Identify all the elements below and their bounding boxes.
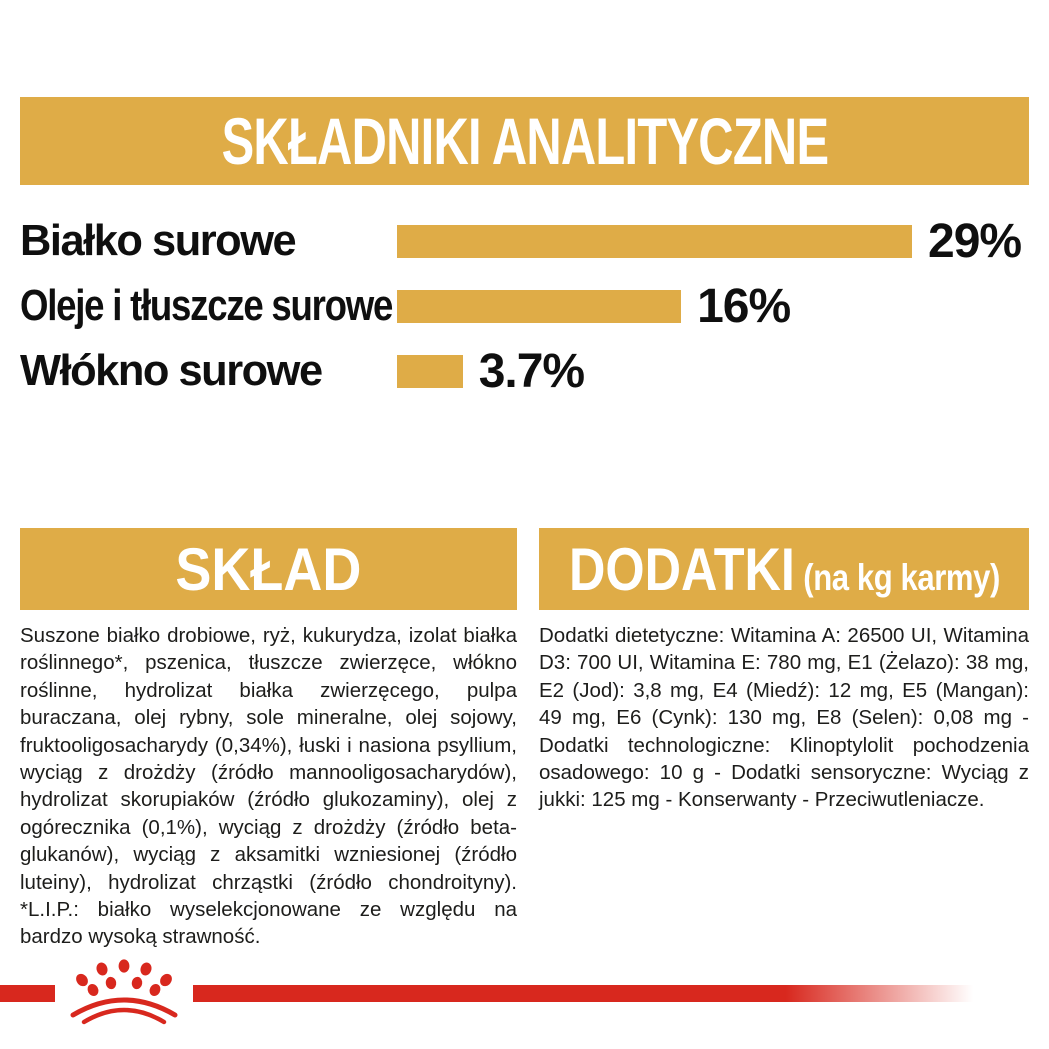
chart-value-label: 3.7% <box>478 344 585 398</box>
analytical-chart <box>20 214 1029 398</box>
additives-subtitle: (na kg karmy) <box>802 556 1000 598</box>
additives-body-text: Dodatki dietetyczne: Witamina A: 26500 UI, Witamina D3: 700 UI, Witamina E: 780 mg, E1 (Żelazo): 38 mg, E2 (Jod): 3,8 mg, E4 (Miedź): 12 mg, E5 (Mangan): 49 mg, E6 (Cynk): 130 mg, E8 (Selen): 0,08 mg - Dodatki technologiczne: Klinoptylolit pochodzenia osadowego: 10 g - Dodatki sensoryczne: Wyciąg z jukki: 125 mg - Konserwanty - Przeciwutleniacze. <box>539 624 1029 812</box>
analytical-constituents-banner <box>20 97 1029 185</box>
additives-section <box>539 528 1029 814</box>
chart-row <box>20 344 585 398</box>
composition-title: SKŁAD <box>175 535 362 603</box>
chart-bar <box>397 290 681 323</box>
chart-category-label: Oleje i tłuszcze surowe <box>20 281 393 330</box>
additives-title: DODATKI <box>568 535 795 603</box>
chart-value-label: 29% <box>928 214 1022 268</box>
chart-row <box>20 214 1022 268</box>
chart-value-label: 16% <box>697 279 791 333</box>
chart-category-label: Włókno surowe <box>20 346 322 395</box>
additives-title-group <box>569 535 1000 604</box>
composition-banner <box>20 528 517 610</box>
page-title: SKŁADNIKI ANALITYCZNE <box>221 104 828 178</box>
composition-section <box>20 528 517 951</box>
red-divider-line-left <box>0 985 55 1002</box>
chart-bar <box>397 225 912 258</box>
royal-canin-crown-icon <box>58 953 190 1049</box>
chart-row <box>20 279 791 333</box>
red-divider-line <box>193 985 973 1002</box>
chart-category-label: Białko surowe <box>20 216 296 265</box>
composition-body-text: Suszone białko drobiowe, ryż, kukurydza, izolat białka roślinnego*, pszenica, tłuszcze zwierzęce, włókno roślinne, hydrolizat białka zwierzęcego, pulpa buraczana, olej rybny, sole mineralne, olej sojowy, fruktooligosacharydy (0,34%), łuski i nasiona psyllium, wyciąg z drożdży (źródło mannooligosacharydów), hydrolizat skorupiaków (źródło glukozaminy), olej z ogórecznika (0,1%), wyciąg z drożdży (źródło beta-glukanów), wyciąg z aksamitki wzniesionej (źródło luteiny), hydrolizat chrząstki (źródło chondroityny). *L.I.P.: białko wyselekcjonowane ze względu na bardzo wysoką strawność. <box>20 624 517 949</box>
additives-banner <box>539 528 1029 610</box>
chart-bar <box>397 355 463 388</box>
